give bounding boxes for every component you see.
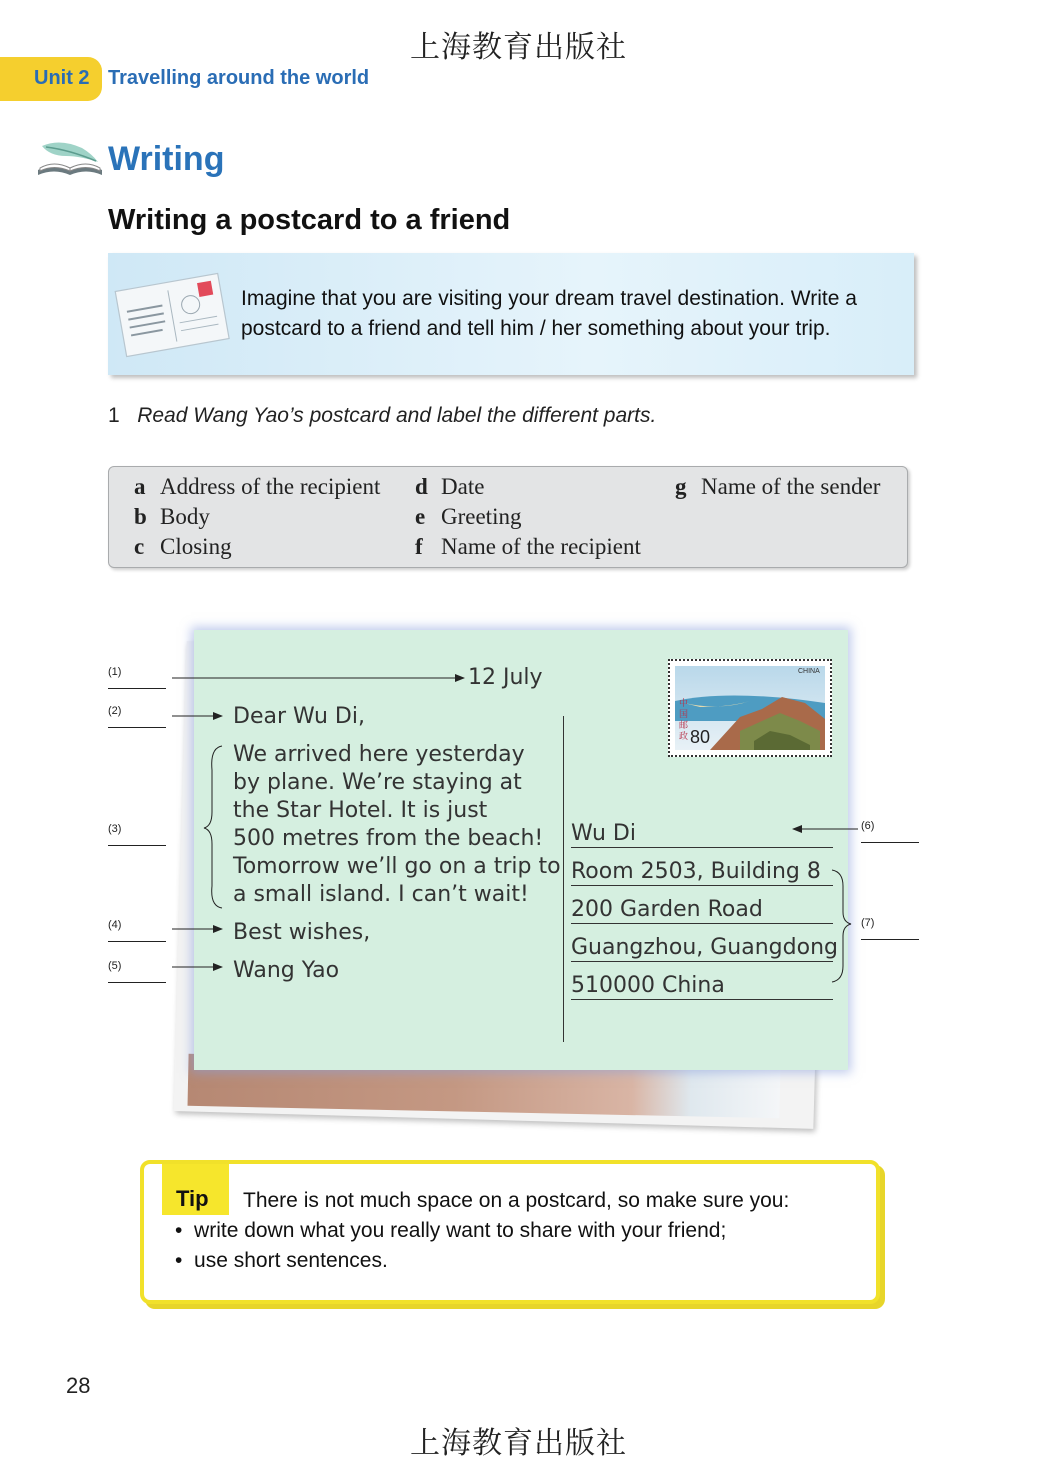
label-letter: c	[134, 534, 145, 559]
instruction-number: 1	[108, 404, 120, 427]
label-text: Name of the sender	[701, 474, 881, 499]
label-text: Closing	[160, 534, 232, 559]
blank-number: (2)	[108, 705, 122, 717]
unit-label: Unit 2	[34, 67, 90, 89]
label-letter: g	[675, 474, 687, 499]
answer-blank[interactable]	[108, 713, 166, 728]
answer-blank[interactable]	[108, 927, 166, 942]
recipient-name: Wu Di	[571, 821, 636, 846]
blank-number: (7)	[861, 917, 875, 929]
label-letter: d	[415, 474, 428, 499]
tip-label: Tip	[176, 1186, 209, 1211]
label-text: Date	[441, 474, 485, 499]
tip-intro: There is not much space on a postcard, so make sure you:	[243, 1189, 790, 1212]
label-text: Name of the recipient	[441, 534, 641, 559]
address-text: 510000 China	[571, 973, 725, 998]
answer-blank[interactable]	[861, 925, 919, 940]
stamp-value: 80	[690, 727, 711, 747]
label-text: Greeting	[441, 504, 522, 529]
tip-bullet-text: use short sentences.	[194, 1249, 388, 1272]
body-line: the Star Hotel. It is just	[233, 798, 488, 823]
body-line: 500 metres from the beach!	[233, 826, 544, 851]
address-text: 200 Garden Road	[571, 897, 763, 922]
body-line: by plane. We’re staying at	[233, 770, 522, 795]
blank-number: (6)	[861, 820, 875, 832]
unit-title: Travelling around the world	[108, 67, 370, 89]
body-line: a small island. I can’t wait!	[233, 882, 529, 907]
task-text: Imagine that you are visiting your dream travel destination. Write a postcard to a friend and tell him / her something about your trip.	[241, 287, 857, 340]
section-title: Writing	[108, 140, 225, 178]
postcard-sender: Wang Yao	[233, 958, 340, 983]
body-line: Tomorrow we’ll go on a trip to	[233, 854, 561, 879]
stamp-country: CHINA	[798, 668, 820, 675]
blank-number: (5)	[108, 960, 122, 972]
stamp-chinese: 中国邮政	[679, 699, 689, 742]
answer-blank[interactable]	[108, 831, 166, 846]
tip-bullet-text: write down what you really want to share with your friend;	[194, 1219, 727, 1242]
label-letter: b	[134, 504, 147, 529]
blank-number: (3)	[108, 823, 122, 835]
postcard-greeting: Dear Wu Di,	[233, 704, 365, 729]
tip-bullet: • use short sentences.	[175, 1249, 388, 1272]
label-text: Address of the recipient	[160, 474, 381, 499]
blank-number: (4)	[108, 919, 122, 931]
answer-blank[interactable]	[861, 828, 919, 843]
label-text: Body	[160, 504, 210, 529]
publisher-watermark-top: 上海教育出版社	[410, 30, 627, 65]
answer-blank[interactable]	[108, 968, 166, 983]
body-line: We arrived here yesterday	[233, 742, 525, 767]
answer-blank[interactable]	[108, 674, 166, 689]
blank-number: (1)	[108, 666, 122, 678]
postcard-closing: Best wishes,	[233, 920, 371, 945]
postcard-date: 12 July	[468, 665, 543, 690]
tip-bullet: • write down what you really want to share with your friend;	[175, 1219, 727, 1242]
label-letter: a	[134, 474, 146, 499]
subtitle: Writing a postcard to a friend	[108, 204, 511, 236]
label-letter: f	[415, 534, 423, 559]
page-number: 28	[66, 1373, 91, 1398]
instruction-text: Read Wang Yao’s postcard and label the different parts.	[137, 404, 657, 427]
address-text: Room 2503, Building 8	[571, 859, 821, 884]
address-text: Guangzhou, Guangdong	[571, 935, 838, 960]
label-letter: e	[415, 504, 426, 529]
publisher-watermark-bottom: 上海教育出版社	[410, 1426, 627, 1461]
